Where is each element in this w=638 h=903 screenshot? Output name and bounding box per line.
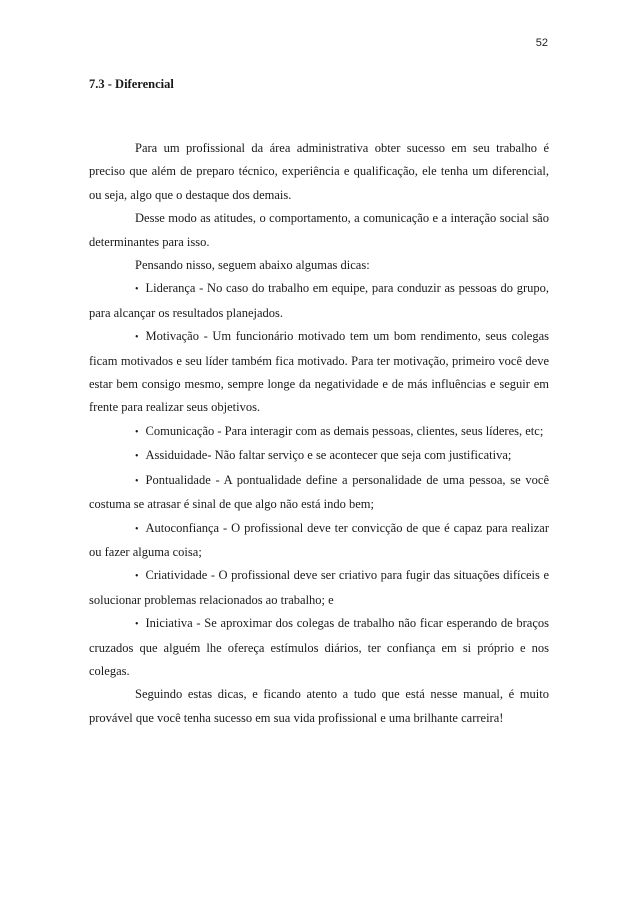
bullet-icon: • <box>135 571 139 583</box>
bullet-icon: • <box>135 475 139 487</box>
bullet-item <box>89 444 549 468</box>
bullet-text: Assiduidade- Não faltar serviço e se acontecer que seja com justificativa; <box>145 448 512 463</box>
bullet-icon: • <box>135 284 139 296</box>
bullet-item <box>89 469 549 517</box>
bullet-text: Iniciativa - Se aproximar dos colegas de trabalho não ficar esperando de braços cruzados que alguém lhe ofereça estímulos diários, ter confiança em si próprio e nos colegas. <box>89 616 549 678</box>
bullet-icon: • <box>135 451 139 463</box>
bullet-item <box>89 325 549 420</box>
bullet-item <box>89 517 549 565</box>
bullet-text: Autoconfiança - O profissional deve ter convicção de que é capaz para realizar ou fazer alguma coisa; <box>89 520 549 559</box>
bullet-icon: • <box>135 426 139 438</box>
bullet-item <box>89 564 549 612</box>
section-heading: 7.3 - Diferencial <box>89 77 174 91</box>
bullet-icon: • <box>135 332 139 344</box>
body-text <box>89 137 549 730</box>
bullet-icon: • <box>135 523 139 535</box>
bullet-text: Criatividade - O profissional deve ser criativo para fugir das situações difíceis e solucionar problemas relacionados ao trabalho; e <box>89 568 549 607</box>
paragraph: Para um profissional da área administrativa obter sucesso em seu trabalho é preciso que além de preparo técnico, experiência e qualificação, ele tenha um diferencial, ou seja, algo que o destaque dos demais. <box>89 141 549 202</box>
bullet-item <box>89 420 549 444</box>
bullet-item <box>89 277 549 325</box>
bullet-icon: • <box>135 619 139 631</box>
closing-paragraph: Seguindo estas dicas, e ficando atento a tudo que está nesse manual, é muito provável que você tenha sucesso em sua vida profissional e uma brilhante carreira! <box>89 687 549 725</box>
bullet-text: Motivação - Um funcionário motivado tem um bom rendimento, seus colegas ficam motivados e seu líder também fica motivado. Para ter motivação, primeiro você deve estar bem consigo mesmo, sempre longe da negatividade e de más influências e seguir em frente para realizar seus objetivos. <box>89 329 549 415</box>
bullet-text: Comunicação - Para interagir com as demais pessoas, clientes, seus líderes, etc; <box>145 423 544 438</box>
paragraph: Desse modo as atitudes, o comportamento, a comunicação e a interação social são determinantes para isso. <box>89 211 549 249</box>
bullet-text: Pontualidade - A pontualidade define a personalidade de uma pessoa, se você costuma se atrasar é sinal de que algo não está indo bem; <box>89 472 549 512</box>
page-number: 52 <box>535 37 548 49</box>
bullet-text: Liderança - No caso do trabalho em equipe, para conduzir as pessoas do grupo, para alcançar os resultados planejados. <box>89 281 549 320</box>
paragraph: Pensando nisso, seguem abaixo algumas dicas: <box>135 258 370 273</box>
bullet-item <box>89 612 549 683</box>
